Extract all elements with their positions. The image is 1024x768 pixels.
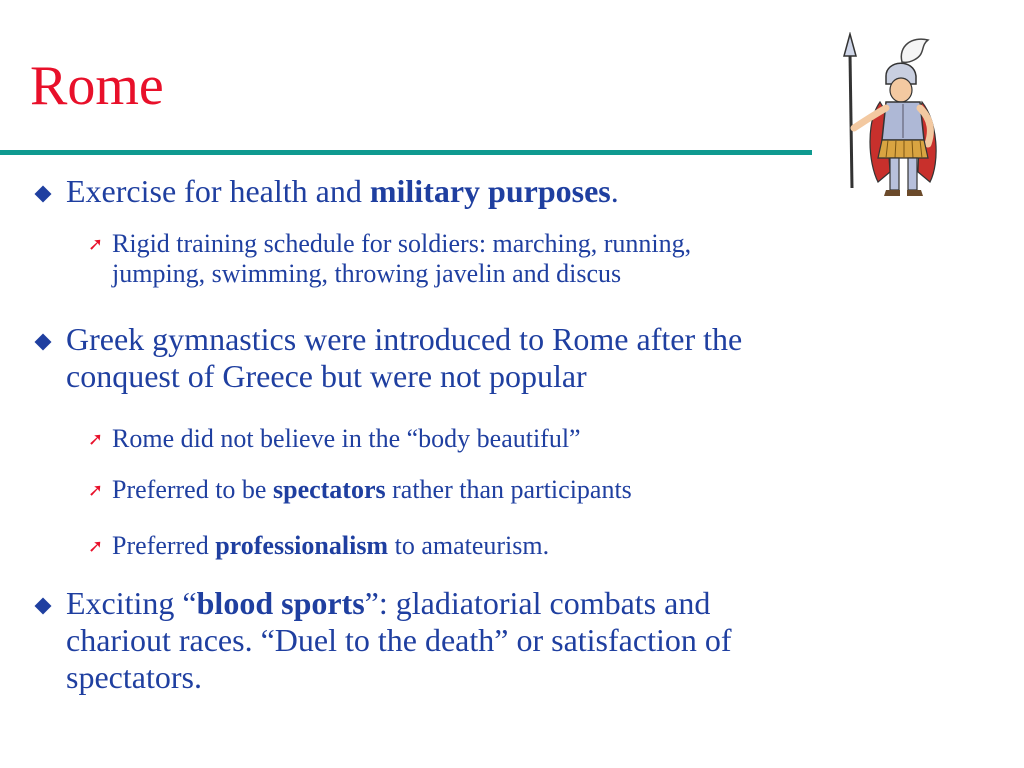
arrow-bullet-icon: ➚ [88,480,104,501]
sub-bullet-2-3 [112,531,549,561]
title-underline [0,150,812,155]
sub-bullet-2-2-bold: spectators [272,475,386,504]
bullet-1-end: . [610,173,619,209]
sub-bullet-1-1-line2: jumping, swimming, throwing javelin and discus [112,258,622,288]
arrow-bullet-icon: ➚ [88,429,104,450]
diamond-bullet-icon [35,186,52,203]
sub-bullet-1-1-line1: Rigid training schedule for soldiers: marching, running, [112,229,692,258]
sub-bullet-2-3-bold: professionalism [215,531,389,560]
sub-bullet-1-1 [112,229,691,289]
bullet-2-line1: Greek gymnastics were introduced to Rome after the [66,321,743,357]
sub-bullet-2-3-end: to amateurism. [388,531,550,560]
bullet-1 [66,173,619,210]
bullet-3 [66,585,732,695]
sub-bullet-2-2 [112,475,632,505]
arrow-bullet-icon: ➚ [88,536,104,557]
sub-bullet-2-2-text: Preferred to be [112,475,273,504]
diamond-bullet-icon [35,334,52,351]
roman-soldier-illustration [828,32,952,204]
diamond-bullet-icon [35,598,52,615]
bullet-3-text: Exciting “ [66,585,197,621]
sub-bullet-2-2-end: rather than participants [385,475,632,504]
slide-title: Rome [30,55,164,117]
bullet-2 [66,321,742,395]
sub-bullet-2-3-text: Preferred [112,531,216,560]
bullet-3-bold: blood sports [196,585,365,621]
bullet-3-line2: chariout races. “Duel to the death” or satisfaction of [66,621,732,658]
arrow-bullet-icon: ➚ [88,234,104,255]
bullet-3-end: ”: gladiatorial combats and [364,585,711,621]
bullet-2-line2: conquest of Greece but were not popular [66,357,587,394]
bullet-1-bold: military purposes [369,173,611,209]
sub-bullet-2-1: Rome did not believe in the “body beautiful” [112,424,581,453]
bullet-3-line3: spectators. [66,658,202,695]
bullet-1-text: Exercise for health and [66,173,370,209]
